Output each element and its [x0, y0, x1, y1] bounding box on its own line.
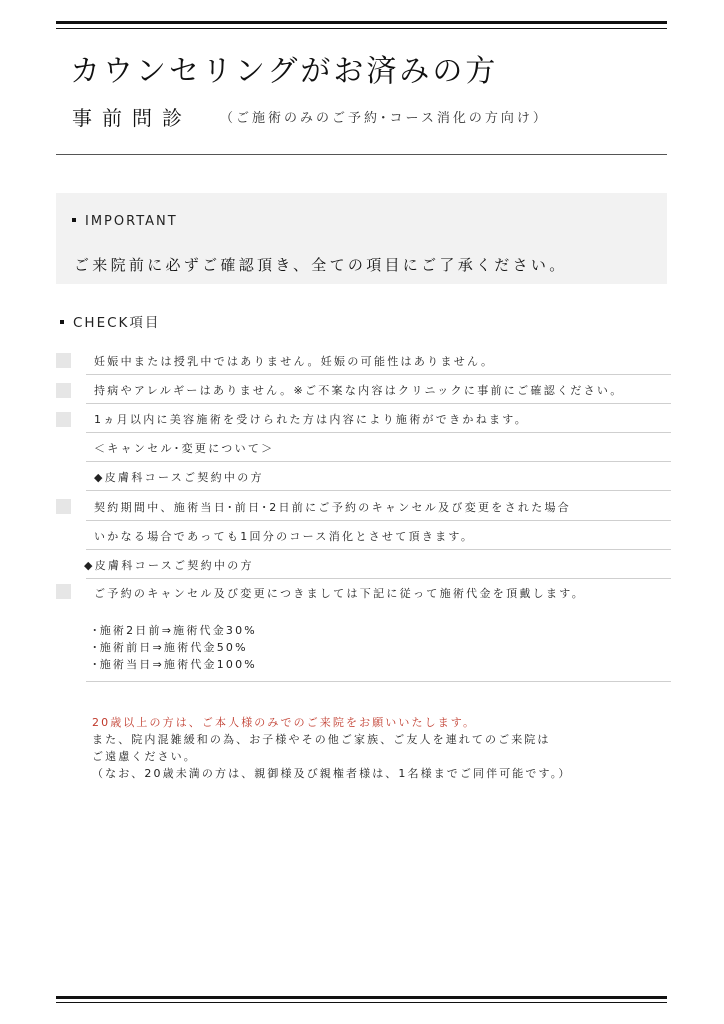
checkbox-cancellation-fee[interactable] [56, 584, 71, 599]
fee-line: ･施術2日前⇒施術代金30% [92, 624, 257, 637]
important-label [72, 214, 178, 229]
check-item-text: 妊娠中または授乳中ではありません。妊娠の可能性はありません。 [94, 355, 495, 368]
header-divider [56, 154, 667, 155]
note-highlight: 20歳以上の方は、ご本人様のみでのご来院をお願いいたします。 [92, 716, 477, 729]
check-heading [60, 311, 160, 331]
row-divider [86, 549, 671, 550]
bottom-rule-thick [56, 996, 667, 999]
note-line: ご遠慮ください。 [92, 750, 197, 763]
page-subtitle: 事前問診 [72, 106, 192, 130]
checkbox-pregnancy[interactable] [56, 353, 71, 368]
subtitle-row [72, 102, 549, 131]
important-label-text: IMPORTANT [85, 214, 178, 229]
square-bullet-icon [60, 320, 64, 324]
check-item-text: 契約期間中、施術当日･前日･2日前にご予約のキャンセル及び変更をされた場合 [94, 501, 572, 514]
check-item-text: いかなる場合であっても1回分のコース消化とさせて頂きます。 [94, 530, 475, 543]
fee-divider [86, 681, 671, 682]
notes-block [92, 714, 571, 782]
top-rule-thick [56, 21, 667, 24]
subtitle-note: （ご施術のみのご予約･コース消化の方向け） [220, 111, 549, 126]
square-bullet-icon [72, 218, 76, 222]
section-heading-cancellation: ＜キャンセル･変更について＞ [94, 442, 275, 455]
row-divider [86, 520, 671, 521]
checkbox-allergy[interactable] [56, 383, 71, 398]
row-divider [86, 432, 671, 433]
row-divider [86, 578, 671, 579]
checkbox-recent-treatment[interactable] [56, 412, 71, 427]
check-item-text: ご予約のキャンセル及び変更につきましては下記に従って施術代金を頂戴します。 [94, 587, 585, 600]
fee-list [92, 622, 257, 673]
check-item-text: 1ヵ月以内に美容施術を受けられた方は内容により施術ができかねます。 [94, 413, 529, 426]
important-text: ご来院前に必ずご確認頂き、全ての項目にご了承ください。 [74, 256, 568, 274]
check-item-text: 持病やアレルギーはありません。※ご不案な内容はクリニックに事前にご確認ください。 [94, 384, 624, 397]
section-heading-dermatology: ◆皮膚科コースご契約中の方 [94, 471, 264, 484]
row-divider [86, 374, 671, 375]
bottom-rule-thin [56, 1002, 667, 1003]
checkbox-cancellation-course[interactable] [56, 499, 71, 514]
page-title: カウンセリングがお済みの方 [70, 54, 499, 89]
fee-line: ･施術当日⇒施術代金100% [92, 658, 257, 671]
row-divider [86, 403, 671, 404]
row-divider [86, 490, 671, 491]
top-rule-thin [56, 28, 667, 29]
note-line: また、院内混雑緩和の為、お子様やその他ご家族、ご友人を連れてのご来院は [92, 733, 551, 746]
row-divider [86, 461, 671, 462]
important-box [56, 193, 667, 284]
section-heading-dermatology: ◆皮膚科コースご契約中の方 [84, 559, 254, 572]
note-line: （なお、20歳未満の方は、親御様及び親権者様は、1名様までご同伴可能です。） [92, 767, 572, 780]
fee-line: ･施術前日⇒施術代金50% [92, 641, 248, 654]
check-heading-text: CHECK項目 [73, 315, 161, 331]
